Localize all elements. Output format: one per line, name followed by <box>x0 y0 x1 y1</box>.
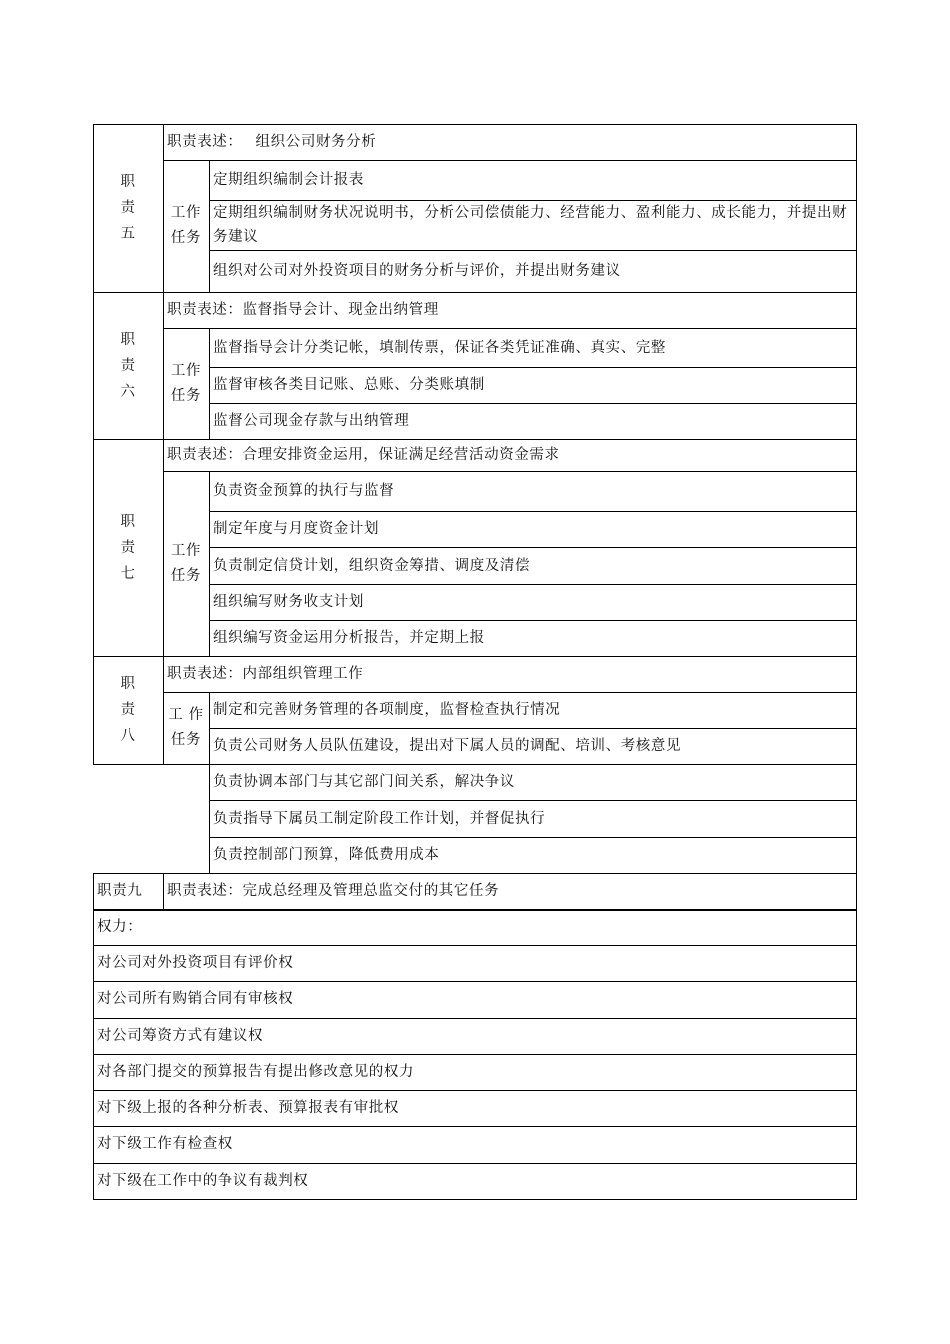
label-char: 责 <box>120 357 136 374</box>
row-rule <box>93 1126 857 1127</box>
column-rule <box>209 471 210 657</box>
power-item: 对各部门提交的预算报告有提出修改意见的权力 <box>97 1063 415 1080</box>
duty-statement: 职责表述：监督指导会计、现金出纳管理 <box>167 301 439 318</box>
task-item: 组织对公司对外投资项目的财务分析与评价，并提出财务建议 <box>213 263 621 279</box>
column-rule <box>93 124 94 293</box>
label-char: 工作 <box>170 362 202 379</box>
column-rule <box>856 910 857 1200</box>
task-item: 定期组织编制会计报表 <box>213 172 364 188</box>
task-item: 定期组织编制财务状况说明书，分析公司偿债能力、经营能力、盈利能力、成长能力，并提出财务建议 <box>213 205 848 245</box>
power-item: 对公司对外投资项目有评价权 <box>97 954 294 971</box>
powers-title: 权力： <box>97 919 143 935</box>
label-char: 职 <box>120 174 136 190</box>
row-rule <box>93 1199 857 1200</box>
label-char: 职 <box>120 513 136 530</box>
row-rule <box>163 160 857 161</box>
row-rule <box>93 873 857 874</box>
task-label <box>163 359 209 409</box>
label-char: 任务 <box>170 732 202 748</box>
duty-label <box>93 671 163 749</box>
column-rule <box>163 656 164 765</box>
column-rule <box>856 439 857 657</box>
duty-label <box>93 327 163 405</box>
row-rule <box>163 692 857 693</box>
duty-statement: 职责表述： 组织公司财务分析 <box>167 133 377 150</box>
label-char: 职 <box>120 676 136 692</box>
duty-label: 职责九 <box>97 882 143 899</box>
label-char: 八 <box>120 728 136 744</box>
duty-statement: 职责表述：完成总经理及管理总监交付的其它任务 <box>167 882 500 899</box>
column-rule <box>163 124 164 293</box>
power-item: 对公司所有购销合同有审核权 <box>97 991 294 1007</box>
row-rule <box>209 728 857 729</box>
task-item: 负责制定信贷计划，组织资金筹措、调度及清偿 <box>213 557 531 574</box>
column-rule <box>163 292 164 440</box>
task-item: 组织编写资金运用分析报告，并定期上报 <box>213 630 485 646</box>
task-label <box>163 539 209 589</box>
row-rule <box>209 764 857 765</box>
label-char: 责 <box>120 200 136 216</box>
task-item: 负责公司财务人员队伍建设，提出对下属人员的调配、培训、考核意见 <box>213 738 682 754</box>
row-rule <box>93 292 857 293</box>
power-item: 对公司筹资方式有建议权 <box>97 1027 264 1044</box>
column-rule <box>856 656 857 874</box>
column-rule <box>209 764 210 874</box>
column-rule <box>856 292 857 440</box>
task-label <box>163 703 209 753</box>
column-rule <box>209 328 210 440</box>
label-char: 工作 <box>170 205 202 221</box>
column-rule <box>93 656 94 765</box>
label-char: 责 <box>120 539 136 556</box>
row-rule <box>209 584 857 585</box>
power-item: 对下级在工作中的争议有裁判权 <box>97 1172 309 1189</box>
row-rule <box>93 1054 857 1055</box>
row-rule <box>209 250 857 251</box>
section-rule <box>93 909 857 911</box>
column-rule <box>163 873 164 911</box>
row-rule <box>93 981 857 982</box>
task-item: 负责资金预算的执行与监督 <box>213 483 395 499</box>
row-rule <box>209 403 857 404</box>
column-rule <box>93 292 94 440</box>
row-rule <box>93 945 857 946</box>
row-rule <box>93 1090 857 1091</box>
task-label <box>163 201 209 251</box>
row-rule <box>93 124 857 125</box>
row-rule <box>163 471 857 472</box>
label-char: 五 <box>120 226 136 242</box>
task-item: 监督指导会计分类记帐，填制传票，保证各类凭证准确、真实、完整 <box>213 339 666 356</box>
duty-statement: 职责表述：合理安排资金运用，保证满足经营活动资金需求 <box>167 446 560 463</box>
task-item: 负责协调本部门与其它部门间关系，解决争议 <box>213 774 515 790</box>
column-rule <box>163 439 164 657</box>
label-char: 任务 <box>170 387 202 404</box>
row-rule <box>93 1018 857 1019</box>
label-char: 六 <box>120 383 136 400</box>
row-rule <box>209 620 857 621</box>
duty-label <box>93 169 163 247</box>
task-item: 监督审核各类目记账、总账、分类账填制 <box>213 377 485 393</box>
label-char: 任务 <box>170 230 202 246</box>
column-rule <box>856 124 857 293</box>
row-rule <box>209 511 857 512</box>
row-rule <box>93 439 857 440</box>
column-rule <box>209 160 210 293</box>
power-item: 对下级上报的各种分析表、预算报表有审批权 <box>97 1099 399 1116</box>
row-rule <box>93 656 857 657</box>
label-char: 任务 <box>170 567 202 584</box>
row-rule <box>93 1163 857 1164</box>
task-item: 负责控制部门预算，降低费用成本 <box>213 847 440 863</box>
task-item: 监督公司现金存款与出纳管理 <box>213 413 410 429</box>
row-rule <box>209 367 857 368</box>
task-item: 制定和完善财务管理的各项制度，监督检查执行情况 <box>213 702 561 718</box>
label-char: 七 <box>120 565 136 582</box>
label-char: 责 <box>120 702 136 718</box>
row-rule <box>209 800 857 801</box>
task-item: 组织编写财务收支计划 <box>213 594 364 610</box>
duty-label <box>93 509 163 587</box>
row-rule <box>163 328 857 329</box>
row-rule <box>93 764 210 765</box>
task-item: 负责指导下属员工制定阶段工作计划，并督促执行 <box>213 810 546 827</box>
row-rule <box>209 837 857 838</box>
task-item: 制定年度与月度资金计划 <box>213 521 380 537</box>
power-item: 对下级工作有检查权 <box>97 1136 233 1152</box>
label-char: 职 <box>120 331 136 348</box>
column-rule <box>856 873 857 911</box>
label-char: 工 作 <box>168 707 204 723</box>
label-char: 工作 <box>170 542 202 559</box>
duty-statement: 职责表述：内部组织管理工作 <box>167 665 364 682</box>
row-rule <box>209 547 857 548</box>
column-rule <box>93 910 94 1200</box>
column-rule <box>93 873 94 911</box>
column-rule <box>93 439 94 657</box>
